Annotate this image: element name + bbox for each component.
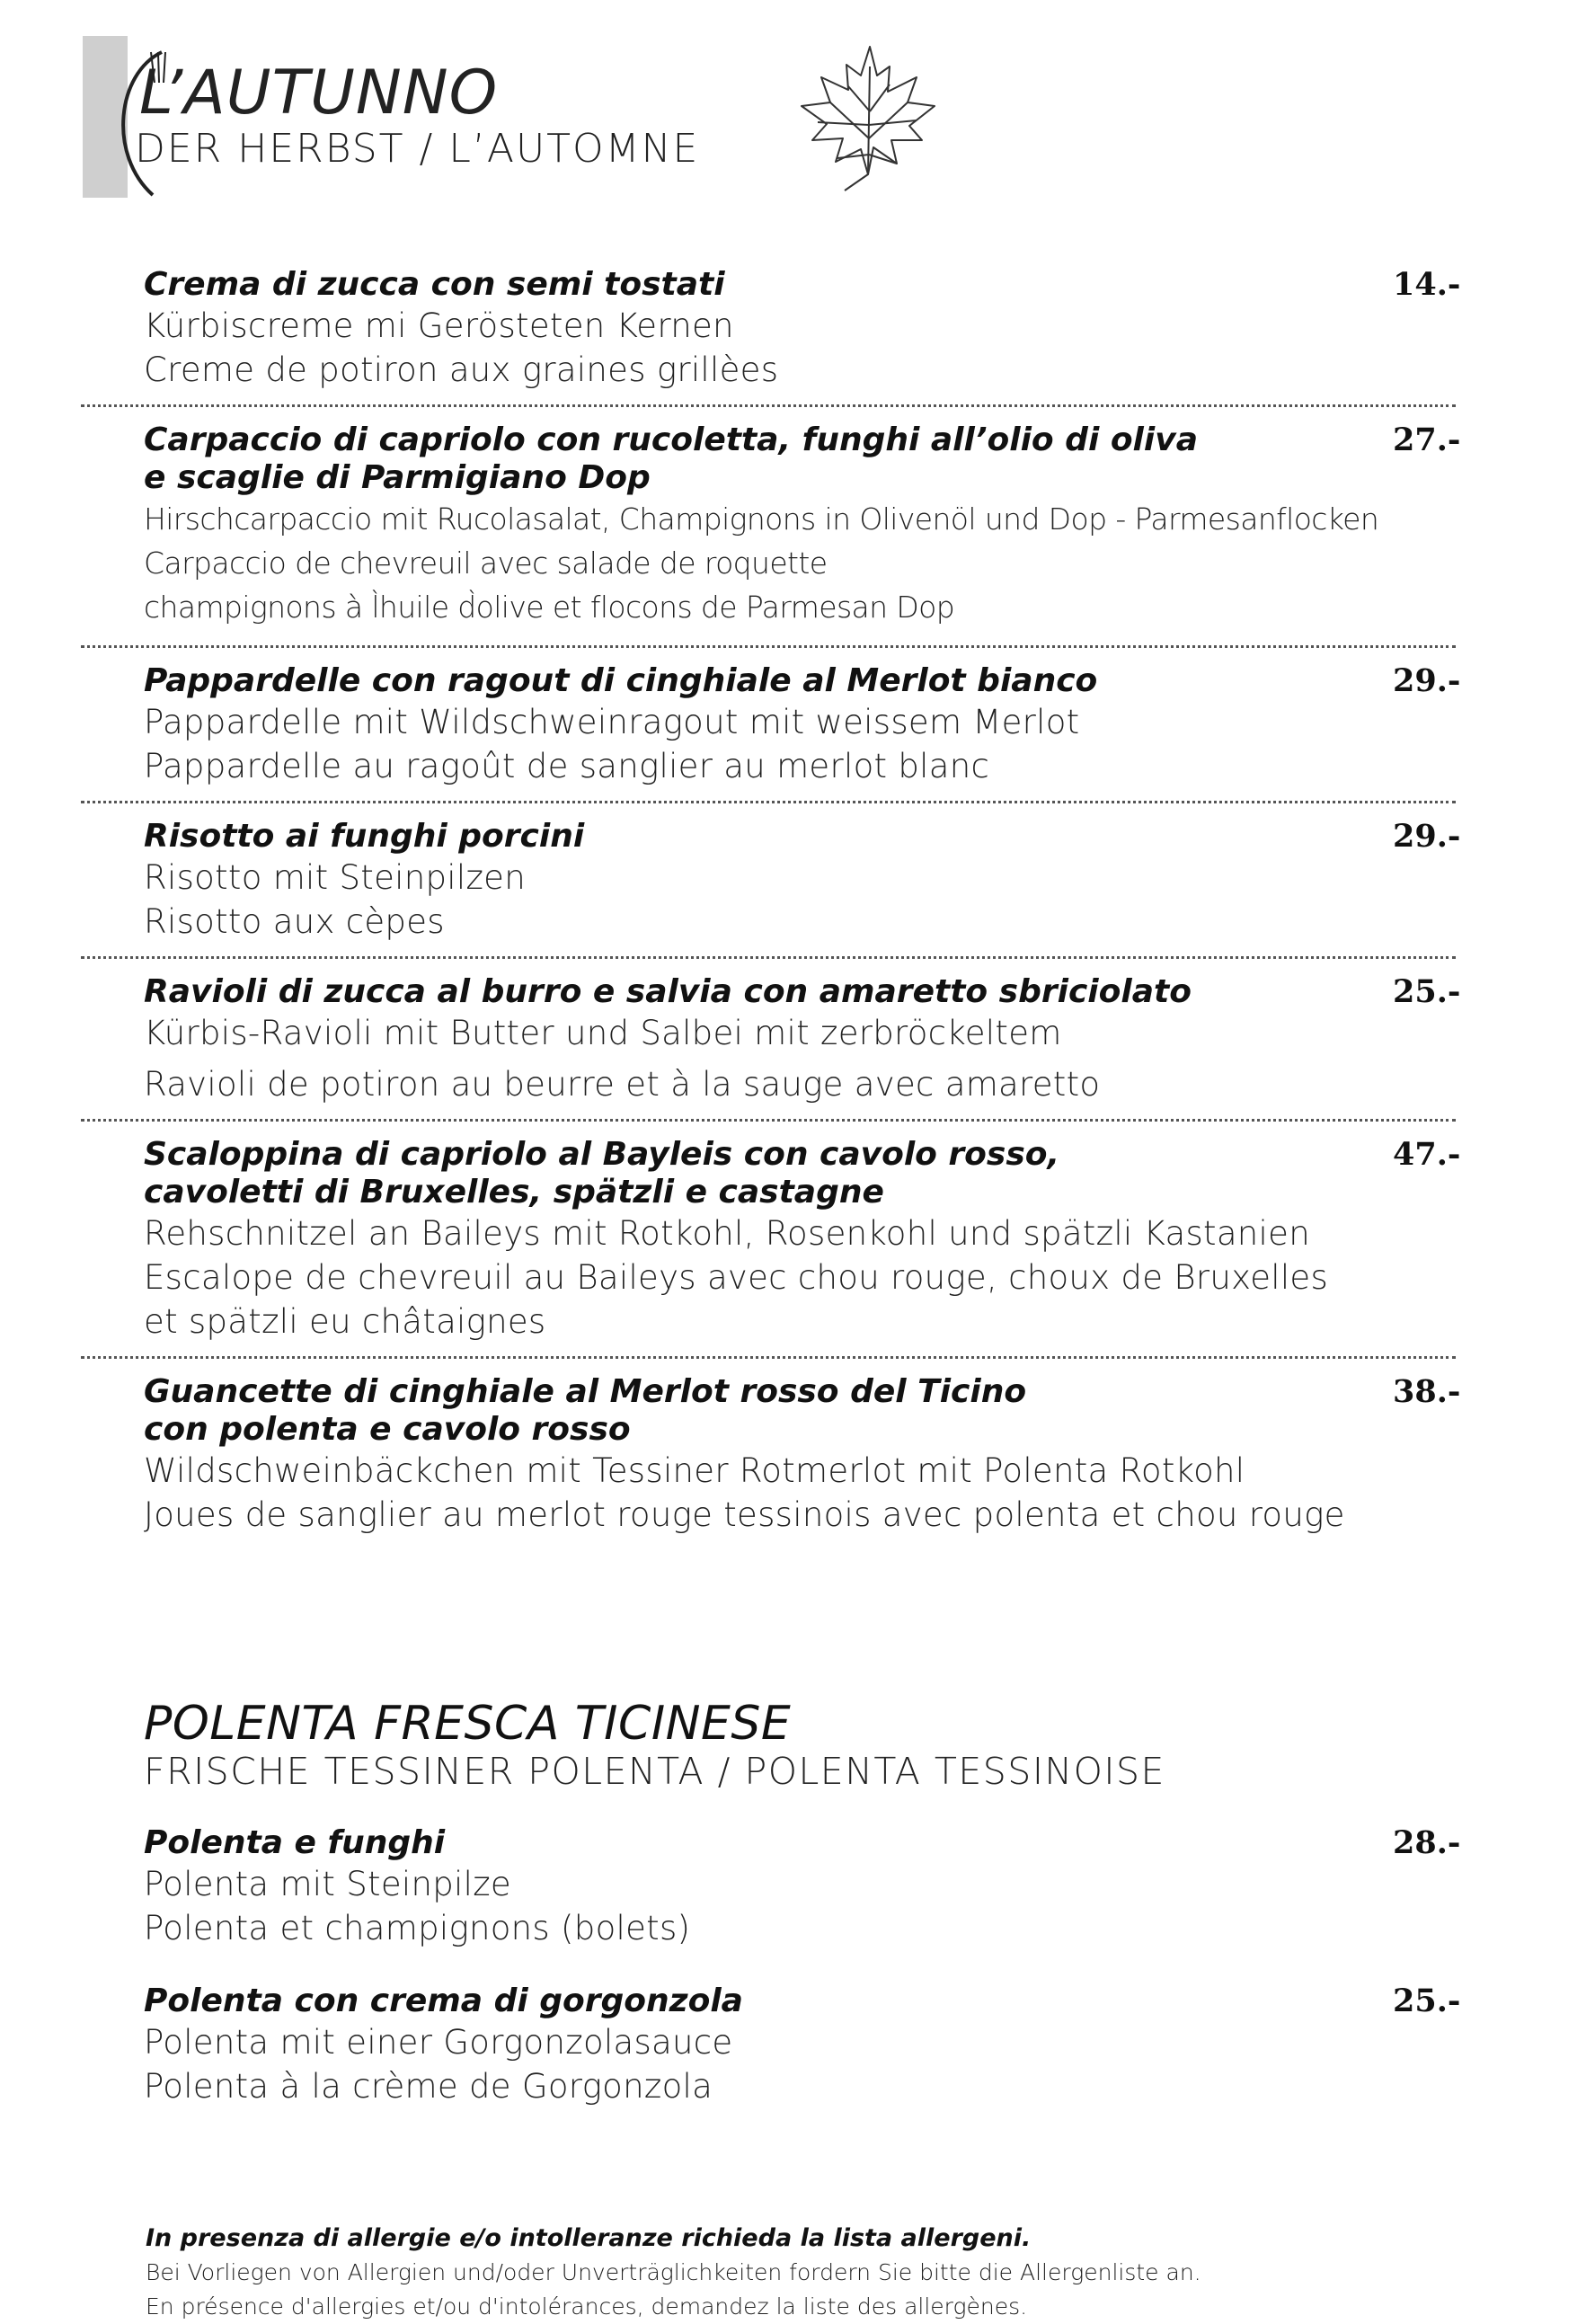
dish-title-it	[144, 1824, 1258, 1862]
dish-desc-fr: champignons à l̀huile d̀olive et flocons de Parmesan Dop	[144, 590, 955, 625]
dotted-divider	[81, 1356, 1456, 1359]
dish-title-line: Risotto ai funghi porcini	[144, 818, 585, 855]
dish-title-line: Carpaccio di capriolo con rucoletta, funghi all’olio di oliva	[144, 421, 1198, 458]
dish-title-it	[144, 1982, 1258, 2020]
dish-title-line: Scaloppina di capriolo al Bayleis con cavolo rosso,	[144, 1136, 1060, 1173]
dish-desc-de: Polenta mit einer Gorgonzolasauce	[144, 2023, 733, 2062]
dish-desc-de: Risotto mit Steinpilzen	[144, 858, 526, 897]
dish-price: 25.-	[1393, 973, 1461, 1010]
menu-item	[144, 662, 1465, 788]
dish-price: 27.-	[1393, 421, 1461, 458]
polenta-section	[144, 1697, 1465, 2108]
dotted-divider	[81, 1119, 1456, 1122]
dish-price: 28.-	[1393, 1824, 1461, 1861]
dish-title-line: con polenta e cavolo rosso	[144, 1411, 631, 1448]
dish-desc-de: Wildschweinbäckchen mit Tessiner Rotmerlot mit Polenta Rotkohl	[144, 1451, 1245, 1490]
dotted-divider	[81, 404, 1456, 407]
dish-desc-fr: Polenta et champignons (bolets)	[144, 1909, 691, 1947]
menu-item	[144, 421, 1465, 629]
menu-item	[144, 1824, 1465, 1950]
dish-desc-de: Kürbis-Ravioli mit Butter und Salbei mit zerbröckeltem	[144, 1014, 1062, 1052]
dotted-divider	[81, 956, 1456, 959]
dish-desc-fr: Risotto aux cèpes	[144, 902, 445, 941]
dish-title-it	[144, 1136, 1258, 1211]
section-title: POLENTA FRESCA TICINESE	[144, 1697, 792, 1751]
dish-desc-fr: Escalope de chevreuil au Baileys avec chou rouge, choux de Bruxelles	[144, 1258, 1329, 1297]
section-subtitle: FRISCHE TESSINER POLENTA / POLENTA TESSINOISE	[144, 1750, 1165, 1793]
allergen-notice	[146, 2222, 1493, 2324]
dish-price: 47.-	[1393, 1136, 1461, 1173]
menu-header	[0, 0, 1586, 216]
dish-desc-fr: Creme de potiron aux graines grillèes	[144, 350, 779, 389]
dish-title-it	[144, 662, 1258, 700]
menu-item	[144, 973, 1465, 1106]
dish-title-it	[144, 266, 1258, 304]
dish-title-line: Ravioli di zucca al burro e salvia con amaretto sbriciolato	[144, 973, 1192, 1010]
dish-price: 14.-	[1393, 266, 1461, 303]
dish-title-it	[144, 421, 1258, 497]
maple-leaf-icon	[791, 40, 944, 192]
dish-title-line: Crema di zucca con semi tostati	[144, 266, 725, 303]
dish-desc-fr: Joues de sanglier au merlot rouge tessinois avec polenta et chou rouge	[144, 1495, 1345, 1534]
allergen-notice-it: In presenza di allergie e/o intolleranze richieda la lista allergeni.	[146, 2224, 1032, 2252]
menu-item	[144, 1982, 1465, 2108]
dish-title-line: Guancette di cinghiale al Merlot rosso del Ticino	[144, 1373, 1027, 1410]
dish-desc-de: Pappardelle mit Wildschweinragout mit weissem Merlot	[144, 703, 1080, 741]
dish-title-it	[144, 973, 1258, 1011]
dish-desc-de: Kürbiscreme mi Gerösteten Kernen	[144, 306, 734, 345]
dish-desc-de: Hirschcarpaccio mit Rucolasalat, Champignons in Olivenöl und Dop - Parmesanflocken	[144, 501, 1379, 537]
dish-title-it	[144, 818, 1258, 856]
dish-price: 38.-	[1393, 1373, 1461, 1410]
dish-title-line: Polenta con crema di gorgonzola	[144, 1982, 743, 2019]
allergen-notice-fr: En présence d'allergies et/ou d'intolérances, demandez la liste des allergènes.	[146, 2293, 1028, 2320]
page-subtitle: DER HERBST / L’AUTOMNE	[135, 126, 700, 172]
dish-title-line: Polenta e funghi	[144, 1824, 446, 1861]
allergen-notice-de: Bei Vorliegen von Allergien und/oder Unverträglichkeiten fordern Sie bitte die Allergenliste an.	[146, 2259, 1201, 2285]
dish-price: 29.-	[1393, 818, 1461, 855]
autumn-menu-list	[144, 266, 1465, 1537]
dish-desc-fr: Carpaccio de chevreuil avec salade de roquette	[144, 546, 828, 581]
dish-title-line: e scaglie di Parmigiano Dop	[144, 459, 651, 496]
dish-desc-fr: Polenta à la crème de Gorgonzola	[144, 2067, 713, 2106]
menu-item	[144, 818, 1465, 944]
dish-desc-fr: et spätzli eu châtaignes	[144, 1302, 546, 1341]
menu-item	[144, 1373, 1465, 1537]
dish-desc-fr: Ravioli de potiron au beurre et à la sauge avec amaretto	[144, 1065, 1101, 1104]
dish-title-line: cavoletti di Bruxelles, spätzli e castagne	[144, 1174, 884, 1211]
dotted-divider	[81, 645, 1456, 648]
page-title: L’AUTUNNO	[139, 58, 499, 129]
dish-desc-de: Rehschnitzel an Baileys mit Rotkohl, Rosenkohl und spätzli Kastanien	[144, 1214, 1310, 1253]
dish-title-line: Pappardelle con ragout di cinghiale al Merlot bianco	[144, 662, 1098, 699]
dish-title-it	[144, 1373, 1258, 1449]
menu-item	[144, 1136, 1465, 1344]
dish-desc-fr: Pappardelle au ragoût de sanglier au merlot blanc	[144, 747, 990, 785]
dotted-divider	[81, 801, 1456, 803]
dish-price: 25.-	[1393, 1982, 1461, 2019]
dish-desc-de: Polenta mit Steinpilze	[144, 1865, 511, 1903]
menu-item	[144, 266, 1465, 392]
dish-price: 29.-	[1393, 662, 1461, 699]
